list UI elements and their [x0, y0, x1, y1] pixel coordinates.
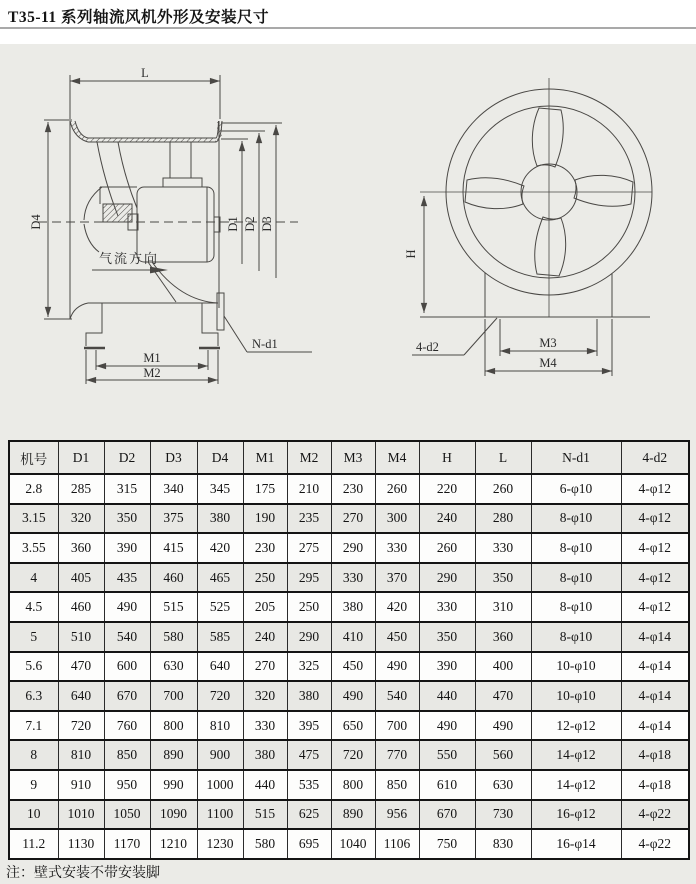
dimension-cell: 4-φ12	[621, 592, 689, 622]
dimension-cell: 1100	[197, 800, 243, 830]
dimension-cell: 490	[475, 711, 531, 741]
dimension-cell: 435	[104, 563, 150, 593]
fan-size-cell: 5	[9, 622, 58, 652]
table-row	[9, 770, 689, 800]
dimension-cell: 580	[243, 829, 287, 859]
dimension-cell: 465	[197, 563, 243, 593]
dimension-cell: 490	[375, 652, 419, 682]
dimension-cell: 770	[375, 740, 419, 770]
dimension-cell: 1010	[58, 800, 104, 830]
dim-label-4-d2: 4-d2	[416, 340, 439, 354]
dimension-cell: 330	[243, 711, 287, 741]
dim-label-h: H	[404, 249, 418, 259]
dimension-cell: 440	[243, 770, 287, 800]
dimension-cell: 8-φ10	[531, 622, 621, 652]
table-header-row	[9, 441, 689, 474]
dimension-cell: 515	[243, 800, 287, 830]
dimension-cell: 14-φ12	[531, 770, 621, 800]
dimension-cell: 4-φ22	[621, 829, 689, 859]
dimension-cell: 550	[419, 740, 475, 770]
column-header: H	[419, 441, 475, 474]
column-header: M2	[287, 441, 331, 474]
dimension-cell: 380	[197, 504, 243, 534]
dimension-cell: 420	[375, 592, 419, 622]
dimension-cell: 760	[104, 711, 150, 741]
dimension-cell: 1170	[104, 829, 150, 859]
dim-label-d1: D1	[226, 216, 240, 232]
fan-size-cell: 4	[9, 563, 58, 593]
dimension-cell: 330	[331, 563, 375, 593]
dimension-cell: 4-φ18	[621, 740, 689, 770]
dimension-cell: 535	[287, 770, 331, 800]
dimension-cell: 810	[58, 740, 104, 770]
dimension-cell: 4-φ14	[621, 711, 689, 741]
dimension-cell: 6-φ10	[531, 474, 621, 504]
table-row	[9, 592, 689, 622]
dimension-cell: 405	[58, 563, 104, 593]
dimension-cell: 280	[475, 504, 531, 534]
dimension-cell: 890	[150, 740, 197, 770]
dimension-cell: 360	[58, 533, 104, 563]
dimension-cell: 10-φ10	[531, 681, 621, 711]
dimension-cell: 240	[419, 504, 475, 534]
table-row	[9, 829, 689, 859]
dimension-cell: 380	[287, 681, 331, 711]
dimension-cell: 640	[197, 652, 243, 682]
dimension-cell: 410	[331, 622, 375, 652]
dimension-cell: 600	[104, 652, 150, 682]
dimension-cell: 1230	[197, 829, 243, 859]
dimension-cell: 810	[197, 711, 243, 741]
table-row	[9, 622, 689, 652]
dimension-cell: 1130	[58, 829, 104, 859]
dimensions-table	[8, 440, 690, 860]
dimension-cell: 490	[104, 592, 150, 622]
dimension-cell: 420	[197, 533, 243, 563]
table-row	[9, 681, 689, 711]
dimension-cell: 4-φ12	[621, 533, 689, 563]
column-header: 机号	[9, 441, 58, 474]
dimension-cell: 345	[197, 474, 243, 504]
dimension-cell: 730	[475, 800, 531, 830]
table-row	[9, 652, 689, 682]
dimension-cell: 205	[243, 592, 287, 622]
dimension-cell: 4-φ22	[621, 800, 689, 830]
dimension-cell: 10-φ10	[531, 652, 621, 682]
dimension-cell: 390	[419, 652, 475, 682]
dimension-cell: 850	[375, 770, 419, 800]
dimension-cell: 440	[419, 681, 475, 711]
table-row	[9, 740, 689, 770]
dimension-cell: 8-φ10	[531, 533, 621, 563]
fan-size-cell: 4.5	[9, 592, 58, 622]
column-header: L	[475, 441, 531, 474]
dimension-cell: 330	[419, 592, 475, 622]
fan-size-cell: 3.15	[9, 504, 58, 534]
drawing-panel	[0, 44, 696, 434]
column-header: N-d1	[531, 441, 621, 474]
fan-size-cell: 10	[9, 800, 58, 830]
dimension-cell: 230	[331, 474, 375, 504]
dimension-cell: 700	[150, 681, 197, 711]
dimension-cell: 4-φ12	[621, 563, 689, 593]
dimension-cell: 460	[150, 563, 197, 593]
dimension-cell: 14-φ12	[531, 740, 621, 770]
dimension-cell: 330	[475, 533, 531, 563]
dimension-cell: 956	[375, 800, 419, 830]
dimension-cell: 4-φ12	[621, 474, 689, 504]
dimension-cell: 450	[375, 622, 419, 652]
table-row	[9, 533, 689, 563]
dimension-cell: 580	[150, 622, 197, 652]
right-front-view	[412, 78, 652, 376]
dim-label-m2: M2	[143, 366, 161, 380]
dimension-cell: 16-φ12	[531, 800, 621, 830]
dimension-cell: 650	[331, 711, 375, 741]
dimension-cell: 830	[475, 829, 531, 859]
fan-size-cell: 7.1	[9, 711, 58, 741]
dimension-cell: 540	[375, 681, 419, 711]
dimension-cell: 8-φ10	[531, 563, 621, 593]
dimension-cell: 640	[58, 681, 104, 711]
dimension-cell: 250	[287, 592, 331, 622]
dimension-cell: 395	[287, 711, 331, 741]
fan-size-cell: 8	[9, 740, 58, 770]
dimension-cell: 4-φ14	[621, 681, 689, 711]
dimension-cell: 230	[243, 533, 287, 563]
dimension-cell: 190	[243, 504, 287, 534]
dimension-cell: 270	[331, 504, 375, 534]
dimension-cell: 360	[475, 622, 531, 652]
dimension-cell: 4-φ14	[621, 652, 689, 682]
column-header: D2	[104, 441, 150, 474]
dimension-cell: 4-φ12	[621, 504, 689, 534]
dimension-cell: 670	[104, 681, 150, 711]
column-header: D4	[197, 441, 243, 474]
dimension-cell: 285	[58, 474, 104, 504]
dimension-cell: 290	[287, 622, 331, 652]
dimension-cell: 380	[243, 740, 287, 770]
dimension-cell: 400	[475, 652, 531, 682]
dimension-cell: 350	[475, 563, 531, 593]
dimension-cell: 235	[287, 504, 331, 534]
dimension-cell: 250	[243, 563, 287, 593]
dimension-cell: 490	[331, 681, 375, 711]
dimension-cell: 240	[243, 622, 287, 652]
table-row	[9, 474, 689, 504]
dimension-cell: 270	[243, 652, 287, 682]
dimension-cell: 1090	[150, 800, 197, 830]
dimension-cell: 1050	[104, 800, 150, 830]
dimension-cell: 720	[331, 740, 375, 770]
fan-dimension-drawing	[0, 44, 696, 434]
dimension-cell: 515	[150, 592, 197, 622]
dimension-cell: 750	[419, 829, 475, 859]
dimension-cell: 540	[104, 622, 150, 652]
dimension-cell: 320	[243, 681, 287, 711]
dimension-cell: 8-φ10	[531, 504, 621, 534]
dimension-cell: 330	[375, 533, 419, 563]
column-header: M3	[331, 441, 375, 474]
dim-label-d4: D4	[29, 214, 43, 230]
dimension-cell: 700	[375, 711, 419, 741]
dimension-cell: 8-φ10	[531, 592, 621, 622]
dim-label-d2: D2	[243, 216, 257, 232]
dimension-cell: 4-φ18	[621, 770, 689, 800]
dimension-cell: 525	[197, 592, 243, 622]
table-body	[9, 474, 689, 859]
footnote: 注：壁式安装不带安装脚	[6, 866, 160, 881]
dimension-cell: 890	[331, 800, 375, 830]
dimension-cell: 510	[58, 622, 104, 652]
dimension-cell: 375	[150, 504, 197, 534]
dimension-cell: 990	[150, 770, 197, 800]
title-divider	[0, 27, 696, 29]
table-row	[9, 563, 689, 593]
dim-label-d3: D3	[260, 216, 274, 232]
table-row	[9, 711, 689, 741]
dimension-cell: 210	[287, 474, 331, 504]
dimension-cell: 1210	[150, 829, 197, 859]
fan-size-cell: 2.8	[9, 474, 58, 504]
dimension-cell: 340	[150, 474, 197, 504]
dimension-cell: 260	[419, 533, 475, 563]
dimension-cell: 475	[287, 740, 331, 770]
fan-size-cell: 9	[9, 770, 58, 800]
dimension-cell: 450	[331, 652, 375, 682]
dimension-cell: 585	[197, 622, 243, 652]
dimension-cell: 900	[197, 740, 243, 770]
dimension-cell: 220	[419, 474, 475, 504]
dimension-cell: 950	[104, 770, 150, 800]
dimension-cell: 260	[475, 474, 531, 504]
dimension-cell: 370	[375, 563, 419, 593]
dimension-cell: 315	[104, 474, 150, 504]
dimension-cell: 490	[419, 711, 475, 741]
table-row	[9, 800, 689, 830]
dimension-cell: 720	[58, 711, 104, 741]
dimension-cell: 290	[331, 533, 375, 563]
dimension-cell: 560	[475, 740, 531, 770]
dimension-cell: 800	[331, 770, 375, 800]
dimension-cell: 16-φ14	[531, 829, 621, 859]
column-header: M4	[375, 441, 419, 474]
dimension-cell: 320	[58, 504, 104, 534]
dimension-cell: 670	[419, 800, 475, 830]
dimension-cell: 380	[331, 592, 375, 622]
dim-label-m1: M1	[143, 351, 161, 365]
dimension-cell: 470	[475, 681, 531, 711]
dimension-cell: 630	[475, 770, 531, 800]
page-title: T35-11 系列轴流风机外形及安装尺寸	[8, 9, 270, 26]
column-header: 4-d2	[621, 441, 689, 474]
dimension-table-container	[8, 440, 688, 860]
fan-size-cell: 6.3	[9, 681, 58, 711]
dimension-cell: 4-φ14	[621, 622, 689, 652]
dim-label-m4: M4	[539, 356, 557, 370]
dimension-cell: 1000	[197, 770, 243, 800]
dimension-cell: 260	[375, 474, 419, 504]
dimension-cell: 695	[287, 829, 331, 859]
airflow-direction-label: 气流方向	[99, 251, 160, 266]
dimension-cell: 390	[104, 533, 150, 563]
dimension-cell: 850	[104, 740, 150, 770]
dimension-cell: 800	[150, 711, 197, 741]
dimension-cell: 175	[243, 474, 287, 504]
column-header: D1	[58, 441, 104, 474]
dimension-cell: 470	[58, 652, 104, 682]
column-header: D3	[150, 441, 197, 474]
dimension-cell: 1106	[375, 829, 419, 859]
dimension-cell: 350	[419, 622, 475, 652]
dimension-cell: 610	[419, 770, 475, 800]
dimension-cell: 295	[287, 563, 331, 593]
dimension-cell: 300	[375, 504, 419, 534]
dimension-cell: 350	[104, 504, 150, 534]
dimension-cell: 625	[287, 800, 331, 830]
fan-size-cell: 5.6	[9, 652, 58, 682]
dimension-cell: 325	[287, 652, 331, 682]
dimension-cell: 630	[150, 652, 197, 682]
dimension-cell: 910	[58, 770, 104, 800]
dimension-cell: 460	[58, 592, 104, 622]
dim-label-l: L	[141, 66, 149, 80]
dimension-cell: 415	[150, 533, 197, 563]
dimension-cell: 310	[475, 592, 531, 622]
table-row	[9, 504, 689, 534]
dimension-cell: 290	[419, 563, 475, 593]
dimension-cell: 12-φ12	[531, 711, 621, 741]
dim-label-n-d1: N-d1	[252, 337, 278, 351]
dimension-cell: 720	[197, 681, 243, 711]
dimension-cell: 1040	[331, 829, 375, 859]
dim-label-m3: M3	[539, 336, 557, 350]
fan-size-cell: 3.55	[9, 533, 58, 563]
fan-size-cell: 11.2	[9, 829, 58, 859]
dimension-cell: 275	[287, 533, 331, 563]
column-header: M1	[243, 441, 287, 474]
